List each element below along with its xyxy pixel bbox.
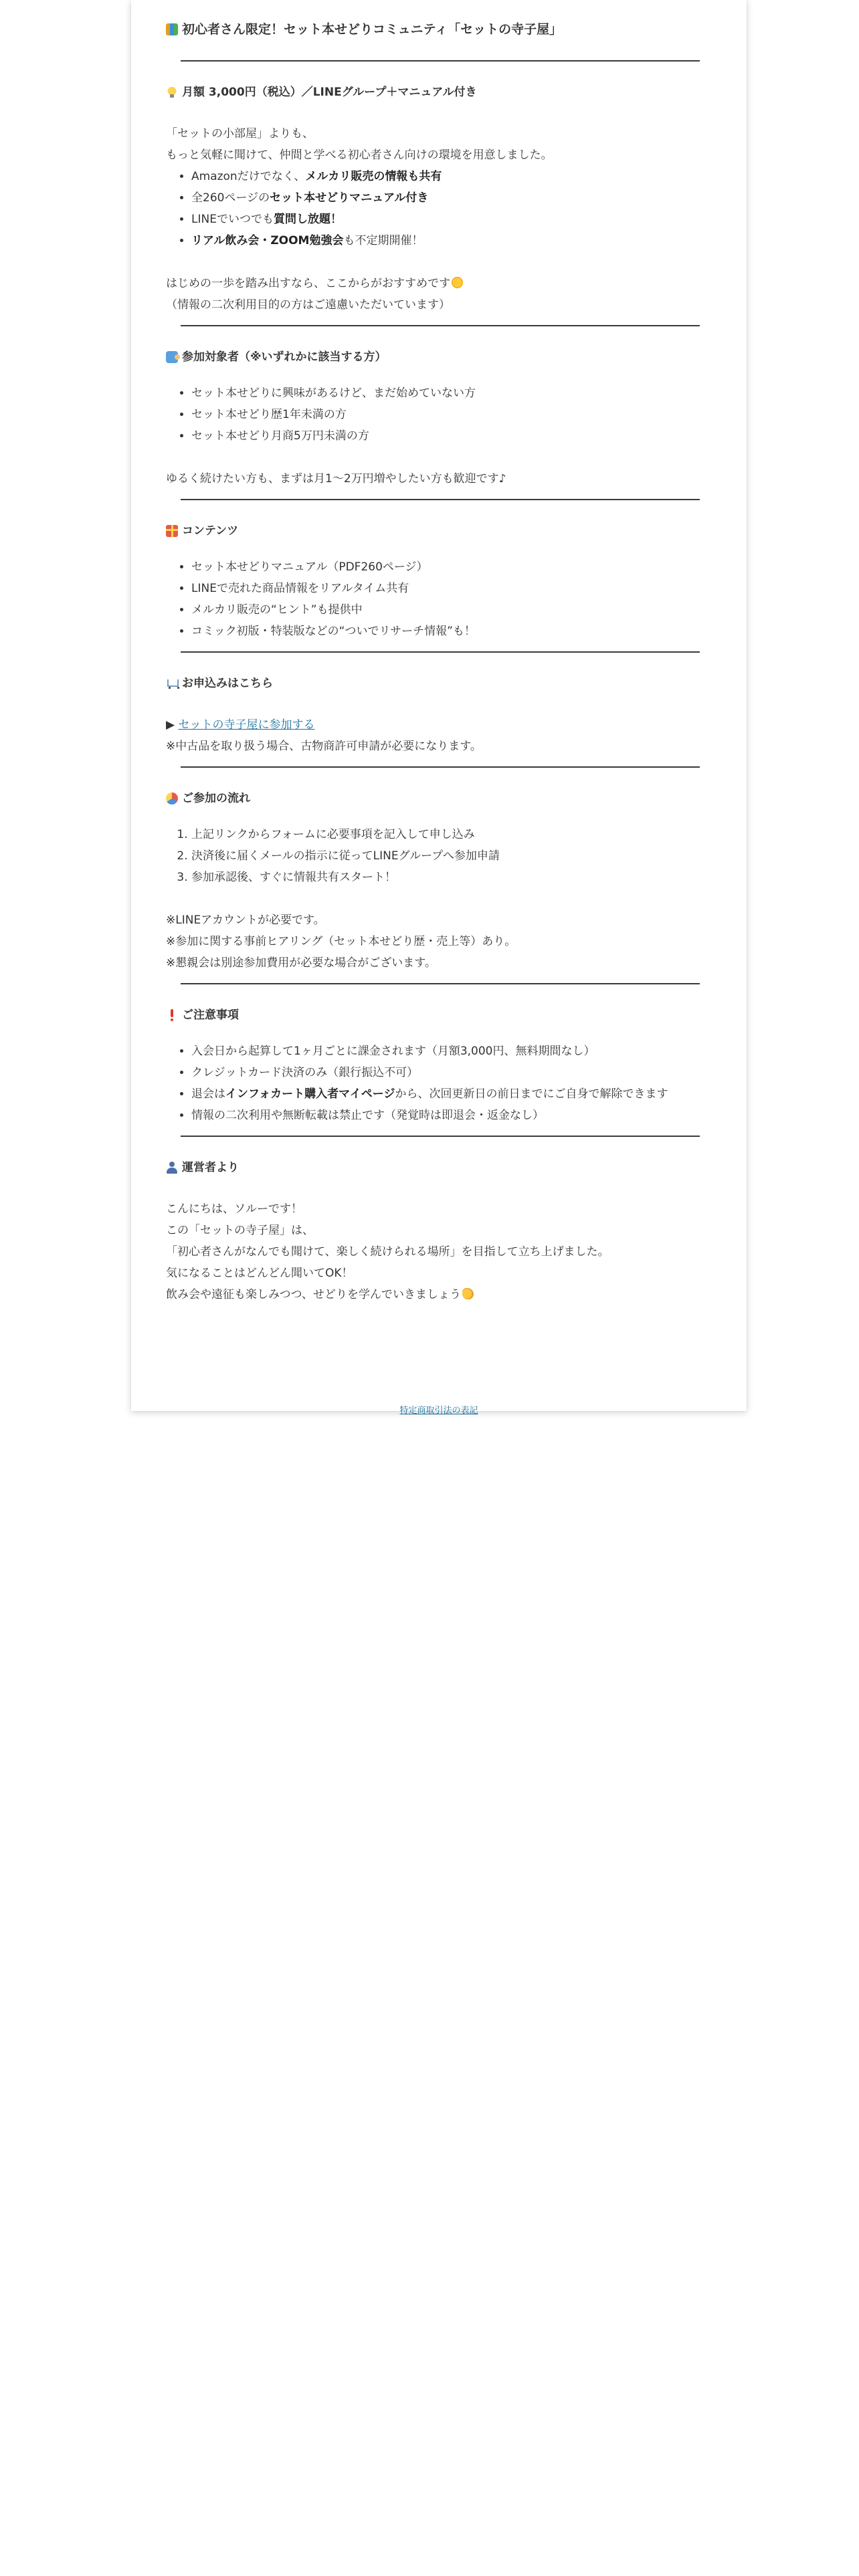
- flow-heading: ご参加の流れ: [166, 788, 714, 809]
- operator-line: この「セットの寺子屋」は、: [166, 1224, 314, 1237]
- apply-heading: お申込みはこちら: [166, 673, 714, 694]
- list-item: • 入会日から起算して1ヶ月ごとに課金されます（月額3,000円、無料期間なし）: [191, 1041, 714, 1062]
- cart-icon: [166, 677, 178, 689]
- apply-note: ※中古品を取り扱う場合、古物商許可申請が必要になります。: [166, 740, 482, 753]
- apply-link-line: [166, 714, 714, 736]
- raised-hand-icon: [166, 351, 178, 363]
- gift-icon: [166, 525, 178, 537]
- bulb-icon: [166, 86, 178, 98]
- content-card: [131, 0, 747, 1416]
- list-item: 3. 参加承認後、すぐに情報共有スタート！: [191, 867, 714, 888]
- list-item: • リアル飲み会・ZOOM勉強会も不定期開催！: [191, 230, 714, 251]
- intro-list: [166, 166, 714, 251]
- operator-heading: 運営者より: [166, 1157, 714, 1178]
- list-item: • セット本せどり月商5万円未満の方: [191, 425, 714, 447]
- operator-line: 「初心者さんがなんでも聞けて、楽しく続けられる場所」を目指して立ち上げました。: [166, 1245, 609, 1259]
- contents-list: [166, 556, 714, 642]
- intro-after-1: はじめの一歩を踏み出すなら、ここからがおすすめです: [166, 273, 714, 294]
- contents-heading: コンテンツ: [166, 520, 714, 542]
- list-item: 2. 決済後に届くメールの指示に従ってLINEグループへ参加申請: [191, 845, 714, 867]
- flow-note: ※参加に関する事前ヒアリング（セット本せどり歴・売上等）あり。: [166, 935, 516, 948]
- user-icon: [166, 1162, 178, 1174]
- caution-list: [166, 1041, 714, 1126]
- operator-line: 飲み会や遠征も楽しみつつ、せどりを学んでいきましょう: [166, 1284, 714, 1305]
- list-item: 1. 上記リンクからフォームに必要事項を記入して申し込み: [191, 824, 714, 845]
- list-item: • セット本せどりに興味があるけど、まだ始めていない方: [191, 383, 714, 404]
- price-heading: 月額 3,000円（税込）／LINEグループ＋マニュアル付き: [166, 82, 714, 103]
- operator-line: こんにちは、ソルーです！: [166, 1202, 302, 1216]
- list-item: • Amazonだけでなく、メルカリ販売の情報も共有: [191, 166, 714, 187]
- list-item: • セット本せどりマニュアル（PDF260ページ）: [191, 556, 714, 578]
- target-note: ゆるく続けたい方も、まずは月1〜2万円増やしたい方も歓迎です♪: [166, 472, 506, 486]
- operator-line: 気になることはどんどん聞いてOK！: [166, 1267, 353, 1280]
- join-link[interactable]: セットの寺子屋に参加する: [178, 718, 315, 732]
- target-heading: 参加対象者（※いずれかに該当する方）: [166, 346, 714, 368]
- cycle-icon: [166, 792, 178, 804]
- intro-line-2: もっと気軽に聞けて、仲間と学べる初心者さん向けの環境を用意しました。: [166, 148, 553, 162]
- flow-note: ※懇親会は別途参加費用が必要な場合がございます。: [166, 956, 436, 970]
- clap-emoji-icon: [462, 1288, 474, 1299]
- books-icon: [166, 23, 178, 35]
- page-title: 初心者さん限定！セット本せどりコミュニティ「セットの寺子屋」: [166, 19, 714, 40]
- list-item: • メルカリ販売の“ヒント”も提供中: [191, 599, 714, 621]
- list-item: • 全260ページのセット本せどりマニュアル付き: [191, 187, 714, 209]
- article-body: [166, 15, 714, 1305]
- intro-after-2: （情報の二次利用目的の方はご遠慮いただいています）: [166, 298, 450, 312]
- flow-steps: [166, 824, 714, 888]
- flow-note: ※LINEアカウントが必要です。: [166, 914, 325, 927]
- list-item: • 情報の二次利用や無断転載は禁止です（発覚時は即退会・返金なし）: [191, 1105, 714, 1126]
- exclamation-icon: [166, 1009, 178, 1021]
- caution-heading: ご注意事項: [166, 1004, 714, 1026]
- legal-notice-link[interactable]: 特定商取引法の表記: [399, 1406, 478, 1416]
- intro-line-1: 「セットの小部屋」よりも、: [166, 127, 314, 140]
- list-item: • コミック初版・特装版などの“ついでリサーチ情報”も！: [191, 621, 714, 642]
- target-list: [166, 383, 714, 447]
- list-item: • LINEで売れた商品情報をリアルタイム共有: [191, 578, 714, 599]
- smile-emoji-icon: [452, 277, 463, 288]
- list-item: • LINEでいつでも質問し放題！: [191, 209, 714, 230]
- list-item: • セット本せどり歴1年未満の方: [191, 404, 714, 425]
- play-arrow-icon: ▶: [166, 718, 175, 732]
- list-item: • クレジットカード決済のみ（銀行振込不可）: [191, 1062, 714, 1083]
- list-item: • 退会はインフォカート購入者マイページから、次回更新日の前日までにご自身で解除できます: [191, 1083, 714, 1105]
